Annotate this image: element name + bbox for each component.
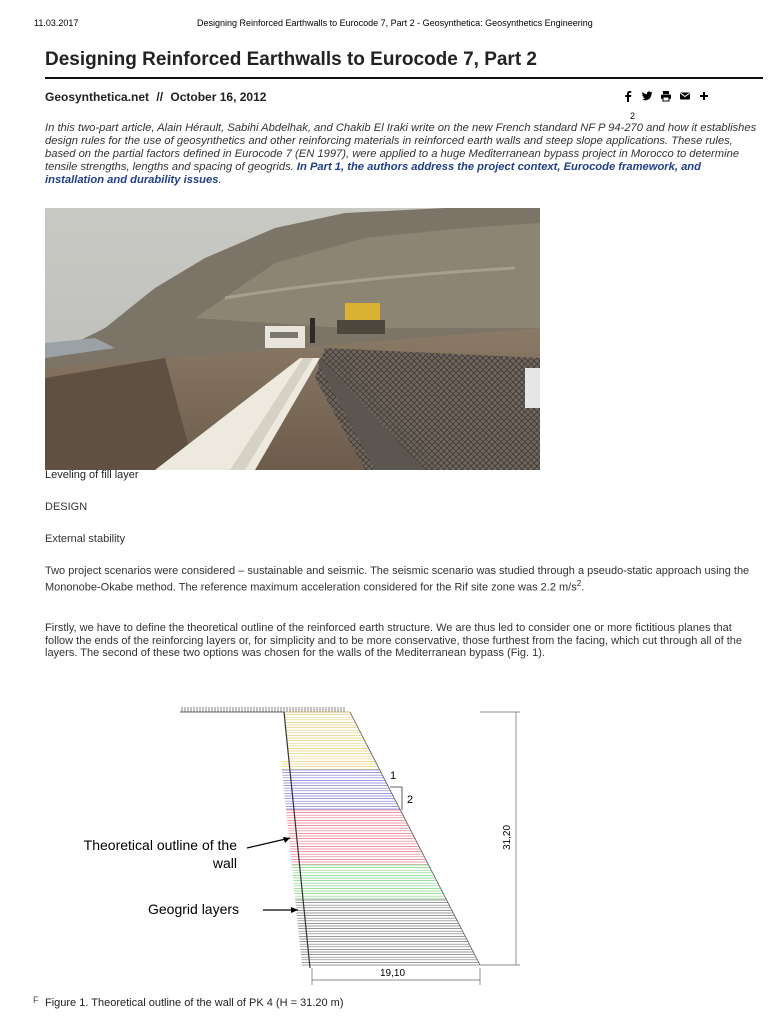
- facebook-icon[interactable]: [622, 90, 634, 102]
- outline-arrow: [247, 838, 290, 848]
- paragraph-theoretical-outline: Firstly, we have to define the theoretical outline of the reinforced earth structure. We are thus led to consider one or more fictitious planes that follow the ends of the reinforcing layers or, for simplicity and to be more conservative, those furthest from the facing, which cut through all of the layers. The second of these two options was chosen for the walls of the Mediterranean bypass (Fig. 1).: [45, 622, 743, 659]
- figure-caption: Figure 1. Theoretical outline of the wall of PK 4 (H = 31.20 m): [45, 997, 344, 1009]
- plus-icon[interactable]: [698, 90, 710, 102]
- share-count: 2: [630, 111, 636, 121]
- height-dimension-label: 31,20: [502, 824, 513, 850]
- print-header-date: 11.03.2017: [34, 18, 79, 28]
- width-dimension-label: 19,10: [380, 968, 406, 979]
- paragraph-scenarios: Two project scenarios were considered – sustainable and seismic. The seismic scenario was studied through a pseudo-static approach using the Mononobe-Okabe method. The reference maximum acceleration considered for the Rif site zone was 2.2 $m/s^2$.: [45, 565, 750, 594]
- label-theoretical-outline-line2: wall: [212, 855, 237, 871]
- print-icon[interactable]: [660, 90, 672, 102]
- slope-label-horizontal: 2: [407, 794, 414, 806]
- geogrid-layer-lines: [281, 712, 479, 965]
- twitter-icon[interactable]: [641, 90, 653, 102]
- photo-caption: Leveling of fill layer: [45, 469, 139, 481]
- slope-label-vertical: 1: [390, 770, 397, 782]
- byline-date: October 16, 2012: [170, 90, 267, 104]
- surface-hatch: [180, 707, 350, 712]
- byline: [45, 90, 270, 104]
- leveling-fill-photo: [45, 208, 540, 470]
- title-rule: [45, 77, 763, 79]
- corner-mark: F: [33, 995, 39, 1005]
- byline-separator: //: [156, 90, 164, 104]
- height-dimension-line: [480, 712, 520, 965]
- intro-text: In this two-part article, Alain Hérault, Sabihi Abdelhak, and Chakib El Iraki write on the new French standard NF P 94-270 and how it establishes design rules for the use of geosynthetics and other reinforcing materials in reinforced earth walls and steep slope applications. These rules, based on the partial factors defined in Eurocode 7 (EN 1997), were applied to a huge Mediterranean bypass project in Morocco to determine tensile strengths, lengths and spacing of geogrids.: [45, 122, 757, 173]
- email-icon[interactable]: [679, 90, 691, 102]
- section-heading-design: DESIGN: [45, 501, 88, 513]
- byline-source[interactable]: Geosynthetica.net: [45, 90, 150, 104]
- print-header-title: Designing Reinforced Earthwalls to Eurocode 7, Part 2 - Geosynthetica: Geosynthetics Engineering: [197, 18, 593, 28]
- label-theoretical-outline-line1: Theoretical outline of the: [83, 837, 237, 853]
- figure-wall-outline: [40, 700, 540, 990]
- intro-paragraph: In this two-part article, Alain Hérault, Sabihi Abdelhak, and Chakib El Iraki write on the new French standard NF P 94-270 and how it establishes design rules for the use of geosynthetics and other reinforcing materials in reinforced earth walls and steep slope applications. These rules, based on the partial factors defined in Eurocode 7 (EN 1997), were applied to a huge Mediterranean bypass project in Morocco to determine tensile strengths, lengths and spacing of geogrids. In Part 1, the authors address the project context, Eurocode framework, and installation and durability issues.: [45, 122, 757, 186]
- article-title: Designing Reinforced Earthwalls to Eurocode 7, Part 2: [45, 49, 537, 70]
- part1-link[interactable]: In Part 1, the authors address the project context, Eurocode framework, and installation and durability issues: [45, 161, 701, 186]
- label-geogrid-layers: Geogrid layers: [148, 901, 240, 917]
- share-bar: [622, 90, 710, 102]
- subsection-heading-external-stability: External stability: [45, 533, 126, 545]
